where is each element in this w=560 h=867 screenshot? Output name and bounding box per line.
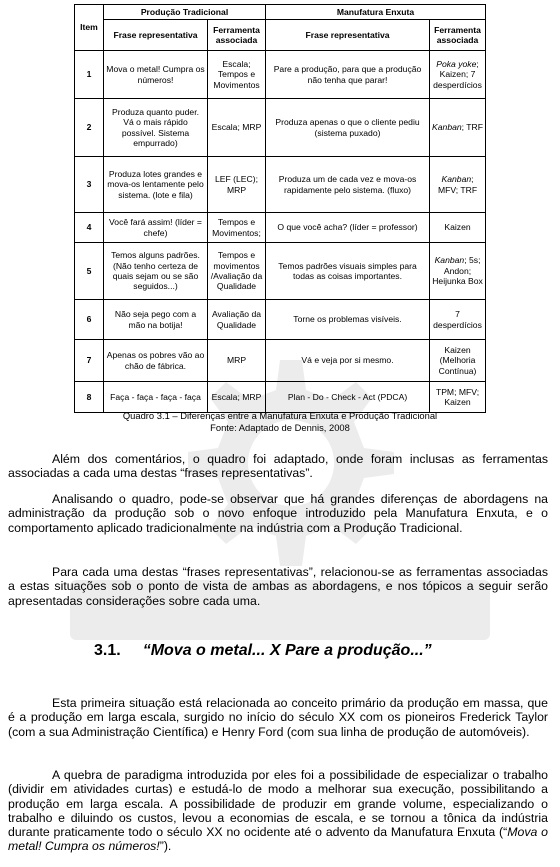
lean-phrase-cell: Vá e veja por si mesmo. bbox=[266, 340, 430, 382]
trad-tool-cell: Escala; MRP bbox=[208, 382, 266, 413]
header-trad-tool: Ferramenta associada bbox=[208, 20, 266, 51]
table-row bbox=[75, 51, 486, 99]
lean-tool-italic: Kanban bbox=[434, 255, 465, 266]
lean-phrase-cell: Torne os problemas visíveis. bbox=[266, 300, 430, 340]
trad-phrase-cell: Não seja pego com a mão na botija! bbox=[104, 300, 208, 340]
lean-phrase-cell: Pare a produção, para que a produção não tenha que parar! bbox=[266, 51, 430, 99]
lean-tool-text: ; MFV; TRF bbox=[437, 174, 478, 195]
table-caption: Quadro 3.1 – Diferenças entre a Manufatura Enxuta e Produção Tradicional bbox=[122, 410, 438, 421]
lean-phrase-cell: Produza um de cada vez e mova-os rapidamente pelo sistema. (fluxo) bbox=[266, 157, 430, 213]
trad-tool-cell: LEF (LEC); MRP bbox=[208, 157, 266, 213]
lean-phrase-cell: Temos padrões visuais simples para todas as coisas importantes. bbox=[266, 243, 430, 300]
table-row bbox=[75, 99, 486, 157]
table-row bbox=[75, 340, 486, 382]
paragraph: Esta primeira situação está relacionada ao conceito primário da produção em massa, que é a produção em larga escala, surgido no início do século XX com os pioneiros Frederick Taylor (com a sua Administração Científica) e Henry Ford (com sua linha de produção de automóveis). bbox=[8, 696, 548, 739]
trad-phrase-cell: Produza quanto puder. Vá o mais rápido possível. Sistema empurrado) bbox=[104, 99, 208, 157]
lean-tool-cell bbox=[430, 157, 486, 213]
lean-tool-text: Kaizen bbox=[444, 222, 471, 233]
lean-tool-cell bbox=[430, 213, 486, 243]
lean-tool-cell bbox=[430, 243, 486, 300]
paragraph: Além dos comentários, o quadro foi adaptado, onde foram inclusas as ferramentas associadas a cada uma destas “frases representativas”. bbox=[8, 452, 548, 481]
header-lean-tool: Ferramenta associada bbox=[430, 20, 486, 51]
lean-tool-italic: Kanban bbox=[441, 174, 472, 185]
comparison-table bbox=[74, 4, 486, 413]
lean-tool-cell bbox=[430, 300, 486, 340]
trad-phrase-cell: Apenas os pobres vão ao chão de fábrica. bbox=[104, 340, 208, 382]
table-row bbox=[75, 243, 486, 300]
lean-tool-cell bbox=[430, 382, 486, 413]
header-trad-phrase: Frase representativa bbox=[104, 20, 208, 51]
lean-tool-cell bbox=[430, 99, 486, 157]
trad-phrase-cell: Você fará assim! (líder = chefe) bbox=[104, 213, 208, 243]
trad-phrase-cell: Mova o metal! Cumpra os números! bbox=[104, 51, 208, 99]
paragraph-text: A quebra de paradigma introduzida por eles foi a possibilidade de especializar o trabalho (dividir em atividades curtas) e estudá-lo de modo a melhorar sua execução, possibilitando a produção em larga escala. A possibilidade de produzir em grande volume, especializando o trabalho e diluindo os custos, levou a economias de escala, e se tornou a tônica da indústria durante praticamente todo o século XX no ocidente até o advento da Manufatura Enxuta (“ bbox=[8, 768, 548, 840]
section-heading bbox=[94, 642, 432, 660]
trad-tool-cell: MRP bbox=[208, 340, 266, 382]
row-item: 3 bbox=[75, 157, 104, 213]
table-source: Fonte: Adaptado de Dennis, 2008 bbox=[210, 422, 350, 433]
lean-tool-text: ; Kaizen; 7 desperdícios bbox=[433, 58, 482, 90]
paragraph bbox=[8, 768, 548, 854]
header-traditional-group: Produção Tradicional bbox=[104, 5, 266, 20]
lean-tool-text: ; 5s; Andon; Heijunka Box bbox=[432, 255, 483, 287]
trad-tool-cell: Escala; Tempos e Movimentos bbox=[208, 51, 266, 99]
row-item: 8 bbox=[75, 382, 104, 413]
row-item: 4 bbox=[75, 213, 104, 243]
lean-tool-text: Kaizen (Melhoria Contínua) bbox=[438, 344, 477, 376]
paragraph-italic-text: Mova o metal! Cumpra os números! bbox=[8, 825, 548, 854]
paragraph: Para cada uma destas “frases representativas”, relacionou-se as ferramentas associadas a estas situações sob o ponto de vista de ambas as abordagens, e nos tópicos a seguir serão apresentadas considerações sobre cada uma. bbox=[8, 565, 548, 608]
table-row bbox=[75, 213, 486, 243]
lean-phrase-cell: Produza apenas o que o cliente pediu (sistema puxado) bbox=[266, 99, 430, 157]
header-item: Item bbox=[75, 5, 104, 51]
lean-phrase-cell: Plan - Do - Check - Act (PDCA) bbox=[266, 382, 430, 413]
header-lean-group: Manufatura Enxuta bbox=[266, 5, 486, 20]
row-item: 2 bbox=[75, 99, 104, 157]
row-item: 7 bbox=[75, 340, 104, 382]
lean-tool-cell bbox=[430, 340, 486, 382]
section-number: 3.1. bbox=[94, 642, 121, 659]
paragraph-end-text: ”). bbox=[159, 839, 172, 854]
lean-tool-text: 7 desperdícios bbox=[433, 309, 482, 330]
header-lean-phrase: Frase representativa bbox=[266, 20, 430, 51]
trad-phrase-cell: Faça - faça - faça - faça bbox=[104, 382, 208, 413]
lean-phrase-cell: O que você acha? (líder = professor) bbox=[266, 213, 430, 243]
lean-tool-cell bbox=[430, 51, 486, 99]
table-row bbox=[75, 382, 486, 413]
row-item: 6 bbox=[75, 300, 104, 340]
trad-tool-cell: Avaliação da Qualidade bbox=[208, 300, 266, 340]
row-item: 5 bbox=[75, 243, 104, 300]
trad-phrase-cell: Temos alguns padrões. (Não tenho certeza de quais sejam ou se são seguidos...) bbox=[104, 243, 208, 300]
table-row bbox=[75, 300, 486, 340]
table-row bbox=[75, 157, 486, 213]
trad-tool-cell: Escala; MRP bbox=[208, 99, 266, 157]
lean-tool-italic: Poka yoke bbox=[436, 58, 477, 69]
lean-tool-italic: Kanban bbox=[432, 122, 462, 133]
trad-tool-cell: Tempos e movimentos /Avaliação da Qualidade bbox=[208, 243, 266, 300]
trad-tool-cell: Tempos e Movimentos; bbox=[208, 213, 266, 243]
row-item: 1 bbox=[75, 51, 104, 99]
section-title: “Mova o metal... X Pare a produção...” bbox=[142, 642, 432, 659]
paragraph: Analisando o quadro, pode-se observar que há grandes diferenças de abordagens na administração da produção sob o novo enfoque introduzido pela Manufatura Enxuta, e o comportamento aplicado tradicionalmente na indústria com a Produção Tradicional. bbox=[8, 492, 548, 535]
lean-tool-text: TPM; MFV; Kaizen bbox=[435, 386, 480, 407]
lean-tool-text: ; TRF bbox=[461, 122, 483, 133]
trad-phrase-cell: Produza lotes grandes e mova-os lentamente pelo sistema. (lote e fila) bbox=[104, 157, 208, 213]
